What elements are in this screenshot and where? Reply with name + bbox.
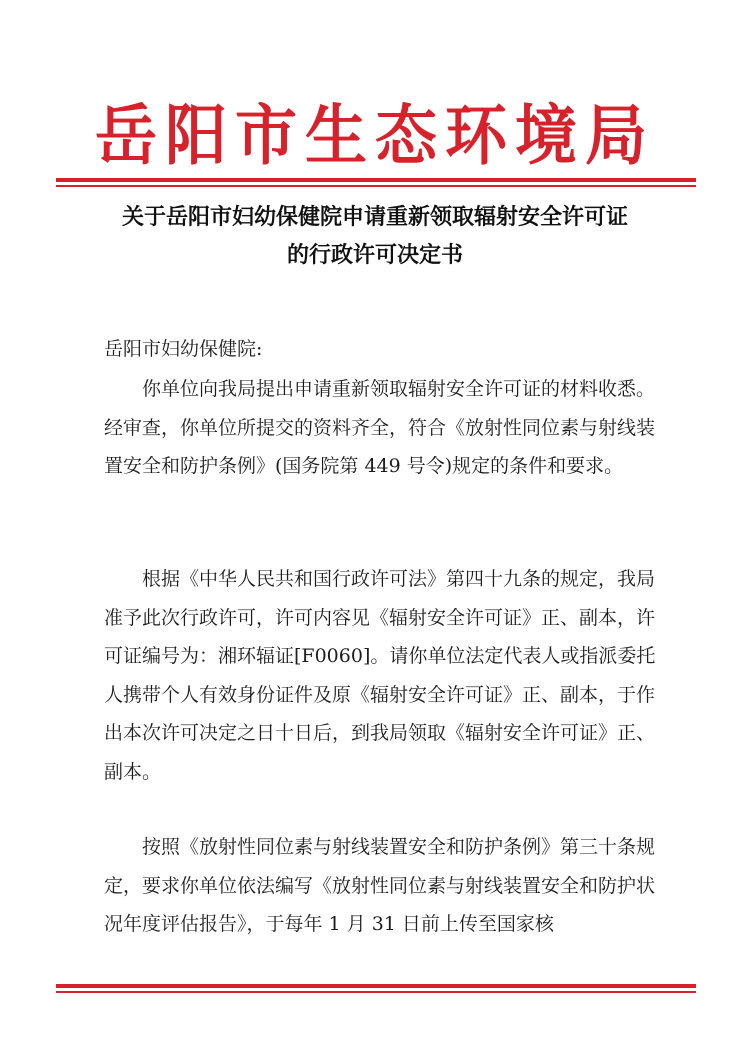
divider-thin-line — [56, 185, 696, 187]
paragraph-2: 根据《中华人民共和国行政许可法》第四十九条的规定，我局准予此次行政许可，许可内容见《辐射安全许可证》正、副本，许可证编号为：湘环辐证[F0060]。请你单位法定代表人或指派委托人携带个人有效身份证件及原《辐射安全许可证》正、副本，于作出本次许可决定之日十日后，到我局领取《辐射安全许可证》正、副本。 — [104, 568, 656, 783]
divider-thick-line — [56, 984, 696, 988]
divider-thick-line — [56, 178, 696, 182]
letterhead-divider-top — [56, 178, 696, 187]
document-title-line-2: 的行政许可决定书 — [286, 243, 463, 268]
paragraph-1: 你单位向我局提出申请重新领取辐射安全许可证的材料收悉。经审查，你单位所提交的资料齐全，符合《放射性同位素与射线装置安全和防护条例》(国务院第 449 号令)规定的条件和要求。 — [104, 378, 656, 477]
paragraph-3: 按照《放射性同位素与射线装置安全和防护条例》第三十条规定，要求你单位依法编写《放射性同位素与射线装置安全和防护状况年度评估报告》，于每年 1 月 31 日前上传至国家核 — [104, 836, 656, 935]
divider-thin-line — [56, 991, 696, 993]
footer-divider — [56, 984, 696, 993]
document-title-line-1: 关于岳阳市妇幼保健院申请重新领取辐射安全许可证 — [121, 205, 628, 230]
letterhead-org-name: 岳阳市生态环境局 — [94, 97, 655, 174]
salutation: 岳阳市妇幼保健院: — [104, 338, 263, 360]
